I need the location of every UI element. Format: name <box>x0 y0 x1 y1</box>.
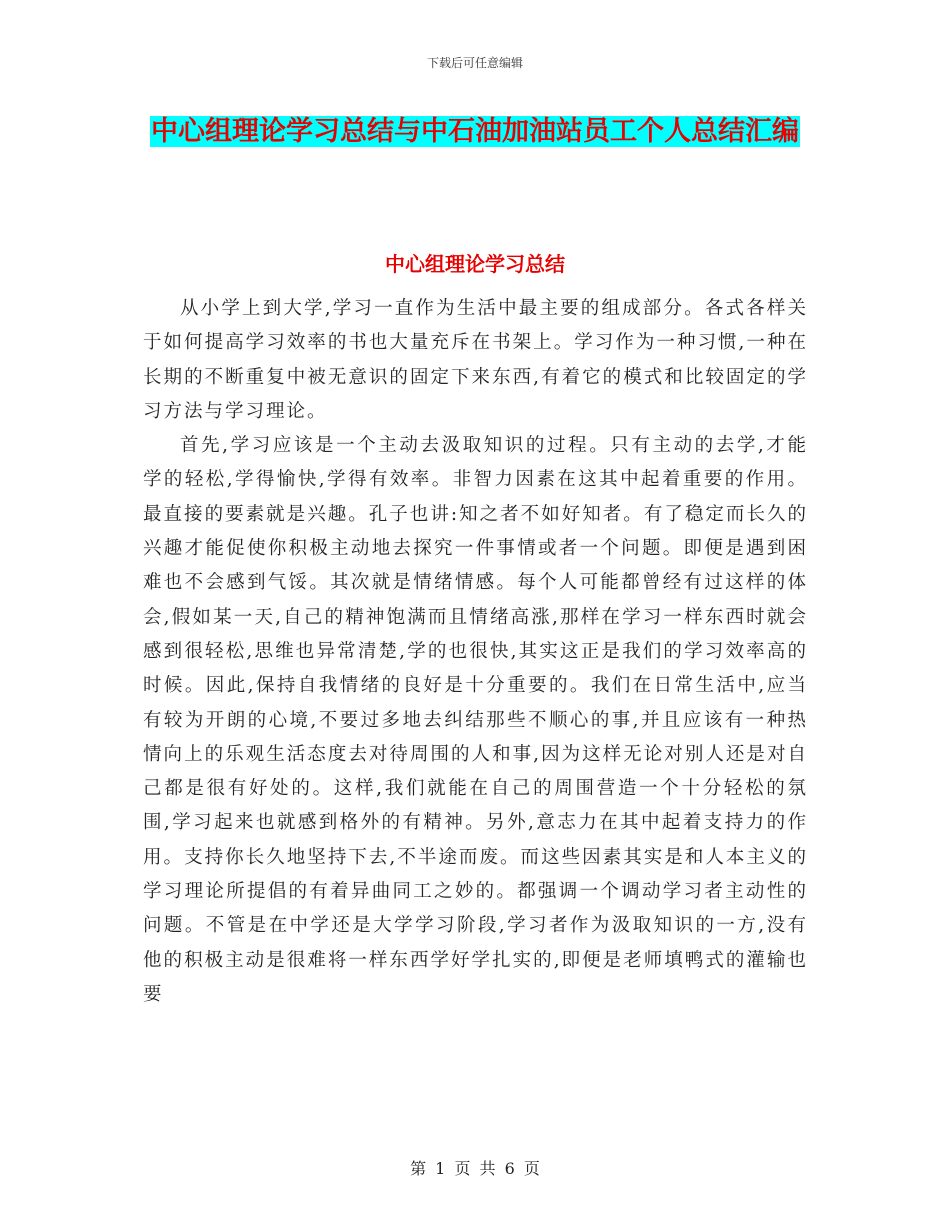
section-title: 中心组理论学习总结 <box>385 252 565 276</box>
paragraph: 从小学上到大学,学习一直作为生活中最主要的组成部分。各式各样关于如何提高学习效率的书也大量充斥在书架上。学习作为一种习惯,一种在长期的不断重复中被无意识的固定下来东西,有着它的模式和比较固定的学习方法与学习理论。 <box>143 298 808 422</box>
document-title <box>140 108 810 156</box>
document-title-text: 中心组理论学习总结与中石油加油站员工个人总结汇编 <box>151 116 799 147</box>
page-number-footer: 第 1 页 共 6 页 <box>410 1159 540 1178</box>
body-text <box>143 292 808 1012</box>
paragraph: 首先,学习应该是一个主动去汲取知识的过程。只有主动的去学,才能学的轻松,学得愉快,学得有效率。非智力因素在这其中起着重要的作用。最直接的要素就是兴趣。孔子也讲:知之者不如好知者。有了稳定而长久的兴趣才能促使你积极主动地去探究一件事情或者一个问题。即便是遇到困难也不会感到气馁。其次就是情绪情感。每个人可能都曾经有过这样的体会,假如某一天,自己的精神饱满而且情绪高涨,那样在学习一样东西时就会感到很轻松,思维也异常清楚,学的也很快,其实这正是我们的学习效率高的时候。因此,保持自我情绪的良好是十分重要的。我们在日常生活中,应当有较为开朗的心境,不要过多地去纠结那些不顺心的事,并且应该有一种热情向上的乐观生活态度去对待周围的人和事,因为这样无论对别人还是对自己都是很有好处的。这样,我们就能在自己的周围营造一个十分轻松的氛围,学习起来也就感到格外的有精神。另外,意志力在其中起着支持力的作用。支持你长久地坚持下去,不半途而废。而这些因素其实是和人本主义的学习理论所提倡的有着异曲同工之妙的。都强调一个调动学习者主动性的问题。不管是在中学还是大学学习阶段,学习者作为汲取知识的一方,没有他的积极主动是很难将一样东西学好学扎实的,即便是老师填鸭式的灌输也要 <box>143 435 808 1005</box>
page-header-note: 下载后可任意编辑 <box>426 56 523 70</box>
